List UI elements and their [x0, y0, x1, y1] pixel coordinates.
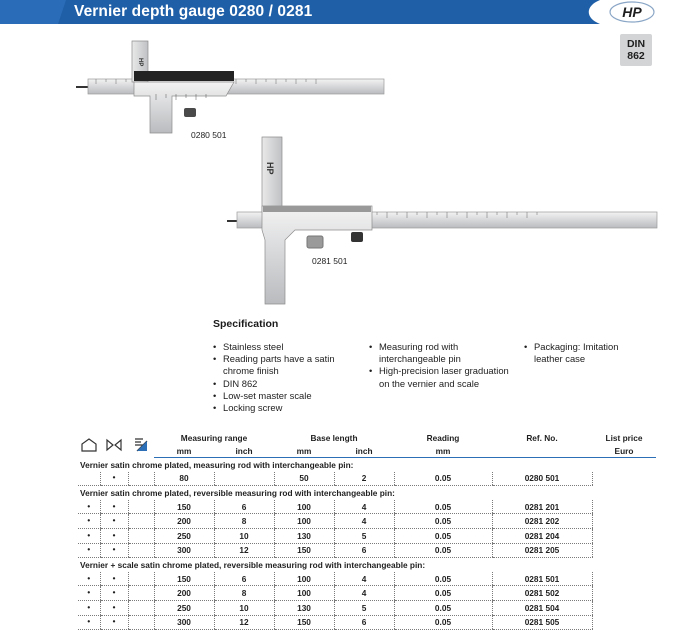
- cell-range-mm: 150: [154, 572, 214, 586]
- din-badge-line1: DIN: [626, 38, 646, 50]
- cell-c2: •: [100, 572, 128, 586]
- cell-range-inch: 6: [214, 572, 274, 586]
- cell-c2: •: [100, 543, 128, 558]
- table-group-header: [78, 486, 656, 500]
- cell-c1: •: [78, 514, 100, 529]
- cell-reading: 0.05: [394, 615, 492, 630]
- cell-c2: •: [100, 600, 128, 615]
- cell-c1: •: [78, 615, 100, 630]
- cell-ref: 0281 201: [492, 500, 592, 514]
- cell-base-inch: 4: [334, 572, 394, 586]
- cell-c1: •: [78, 543, 100, 558]
- cell-price: [592, 543, 656, 558]
- cell-base-mm: 50: [274, 472, 334, 486]
- cell-range-inch: 8: [214, 586, 274, 601]
- header-list-price: List price: [605, 433, 643, 444]
- spec-item: • High-precision laser graduation on the vernier and scale: [369, 365, 519, 389]
- header-price-euro: Euro: [592, 445, 656, 458]
- table-row: [78, 600, 656, 615]
- cell-base-inch: 6: [334, 615, 394, 630]
- cell-range-inch: 6: [214, 500, 274, 514]
- table-row: [78, 514, 656, 529]
- header-reading-mm: mm: [394, 445, 492, 458]
- cell-c2: •: [100, 615, 128, 630]
- cell-c3: [128, 528, 154, 543]
- header-range-inch: inch: [214, 445, 274, 458]
- cell-reading: 0.05: [394, 572, 492, 586]
- cell-base-mm: 130: [274, 528, 334, 543]
- cell-base-inch: 5: [334, 600, 394, 615]
- cell-base-inch: 4: [334, 500, 394, 514]
- cell-price: [592, 586, 656, 601]
- header-measuring-range: Measuring range: [180, 433, 248, 444]
- header-ref-blank: [492, 445, 592, 458]
- cell-c2: •: [100, 514, 128, 529]
- cell-range-mm: 200: [154, 586, 214, 601]
- table-row: [78, 500, 656, 514]
- cell-price: [592, 600, 656, 615]
- cell-c1: [78, 472, 100, 486]
- cell-c3: [128, 586, 154, 601]
- svg-text:HP: HP: [265, 162, 275, 175]
- table-row: [78, 528, 656, 543]
- cell-base-mm: 100: [274, 500, 334, 514]
- din-badge: [620, 34, 652, 66]
- spec-list-3: [524, 341, 642, 365]
- scale-icon: [128, 432, 154, 458]
- cell-range-inch: [214, 472, 274, 486]
- cell-ref: 0281 505: [492, 615, 592, 630]
- cell-reading: 0.05: [394, 586, 492, 601]
- cell-range-inch: 12: [214, 615, 274, 630]
- cell-c3: [128, 600, 154, 615]
- spec-item: • DIN 862: [213, 378, 363, 390]
- header-base-length: Base length: [310, 433, 358, 444]
- cell-ref: 0281 204: [492, 528, 592, 543]
- cell-range-mm: 300: [154, 543, 214, 558]
- hp-logo: [609, 1, 655, 23]
- cell-range-mm: 300: [154, 615, 214, 630]
- cell-ref: 0280 501: [492, 472, 592, 486]
- spec-list-1: [213, 341, 363, 414]
- spec-item: • Measuring rod with interchangeable pin: [369, 341, 519, 365]
- vernier-icon: [100, 432, 128, 458]
- cell-c1: •: [78, 572, 100, 586]
- cell-price: [592, 615, 656, 630]
- spec-item: • Stainless steel: [213, 341, 363, 353]
- header-range-mm: mm: [154, 445, 214, 458]
- cell-ref: 0281 501: [492, 572, 592, 586]
- product-caption-0280: 0280 501: [191, 130, 227, 140]
- cell-reading: 0.05: [394, 543, 492, 558]
- cell-range-mm: 150: [154, 500, 214, 514]
- cell-base-inch: 2: [334, 472, 394, 486]
- cell-base-inch: 4: [334, 586, 394, 601]
- header-banner: [0, 0, 700, 24]
- page-title: Vernier depth gauge 0280 / 0281: [74, 3, 313, 20]
- cell-price: [592, 472, 656, 486]
- cell-range-mm: 250: [154, 528, 214, 543]
- spec-item: • Packaging: Imitation leather case: [524, 341, 642, 365]
- cell-c1: •: [78, 600, 100, 615]
- cell-ref: 0281 202: [492, 514, 592, 529]
- cell-c3: [128, 514, 154, 529]
- product-table: [78, 432, 656, 630]
- product-caption-0281: 0281 501: [312, 256, 348, 266]
- cell-base-mm: 100: [274, 586, 334, 601]
- cell-c2: •: [100, 472, 128, 486]
- table-group-header: [78, 558, 656, 572]
- cell-price: [592, 528, 656, 543]
- cell-range-inch: 12: [214, 543, 274, 558]
- cell-reading: 0.05: [394, 472, 492, 486]
- table-group-header: [78, 458, 656, 472]
- cell-ref: 0281 205: [492, 543, 592, 558]
- cell-ref: 0281 502: [492, 586, 592, 601]
- header-reading: Reading: [426, 433, 460, 444]
- cell-price: [592, 500, 656, 514]
- cell-c3: [128, 572, 154, 586]
- cell-c1: •: [78, 500, 100, 514]
- table-row: [78, 572, 656, 586]
- cell-base-inch: 4: [334, 514, 394, 529]
- product-image-0280: [76, 38, 386, 136]
- cell-reading: 0.05: [394, 600, 492, 615]
- din-badge-line2: 862: [627, 50, 645, 62]
- cell-reading: 0.05: [394, 514, 492, 529]
- cell-reading: 0.05: [394, 500, 492, 514]
- cell-price: [592, 514, 656, 529]
- cell-base-mm: 100: [274, 514, 334, 529]
- header-base-inch: inch: [334, 445, 394, 458]
- cell-c3: [128, 543, 154, 558]
- table-body: [78, 458, 656, 630]
- cell-range-mm: 200: [154, 514, 214, 529]
- cell-c3: [128, 615, 154, 630]
- header-base-mm: mm: [274, 445, 334, 458]
- cell-c1: •: [78, 528, 100, 543]
- cell-range-inch: 10: [214, 600, 274, 615]
- group-title: Vernier + scale satin chrome plated, reversible measuring rod with interchangeable pin:: [80, 559, 426, 570]
- cell-c3: [128, 472, 154, 486]
- cell-base-inch: 5: [334, 528, 394, 543]
- hp-logo-text: HP: [622, 4, 642, 20]
- table-row: [78, 615, 656, 630]
- svg-text:HP: HP: [137, 58, 143, 67]
- cell-c3: [128, 500, 154, 514]
- depth-icon: [78, 432, 100, 458]
- cell-price: [592, 572, 656, 586]
- cell-c2: •: [100, 586, 128, 601]
- spec-item: • Low-set master scale: [213, 390, 363, 402]
- cell-base-inch: 6: [334, 543, 394, 558]
- header-ref-no: Ref. No.: [526, 433, 558, 444]
- cell-range-inch: 8: [214, 514, 274, 529]
- product-image-0281: [227, 132, 663, 310]
- cell-ref: 0281 504: [492, 600, 592, 615]
- specification-title: Specification: [213, 318, 279, 330]
- spec-item: • Locking screw: [213, 402, 363, 414]
- cell-range-mm: 250: [154, 600, 214, 615]
- cell-base-mm: 100: [274, 572, 334, 586]
- cell-c2: •: [100, 528, 128, 543]
- table-row: [78, 543, 656, 558]
- spec-item: • Reading parts have a satin chrome finish: [213, 353, 363, 377]
- spec-list-2: [369, 341, 519, 390]
- cell-base-mm: 150: [274, 615, 334, 630]
- group-title: Vernier satin chrome plated, measuring rod with interchangeable pin:: [80, 459, 354, 470]
- cell-reading: 0.05: [394, 528, 492, 543]
- table-row: [78, 472, 656, 486]
- cell-range-inch: 10: [214, 528, 274, 543]
- cell-base-mm: 130: [274, 600, 334, 615]
- cell-c1: •: [78, 586, 100, 601]
- table-row: [78, 586, 656, 601]
- cell-range-mm: 80: [154, 472, 214, 486]
- cell-base-mm: 150: [274, 543, 334, 558]
- group-title: Vernier satin chrome plated, reversible measuring rod with interchangeable pin:: [80, 487, 395, 498]
- cell-c2: •: [100, 500, 128, 514]
